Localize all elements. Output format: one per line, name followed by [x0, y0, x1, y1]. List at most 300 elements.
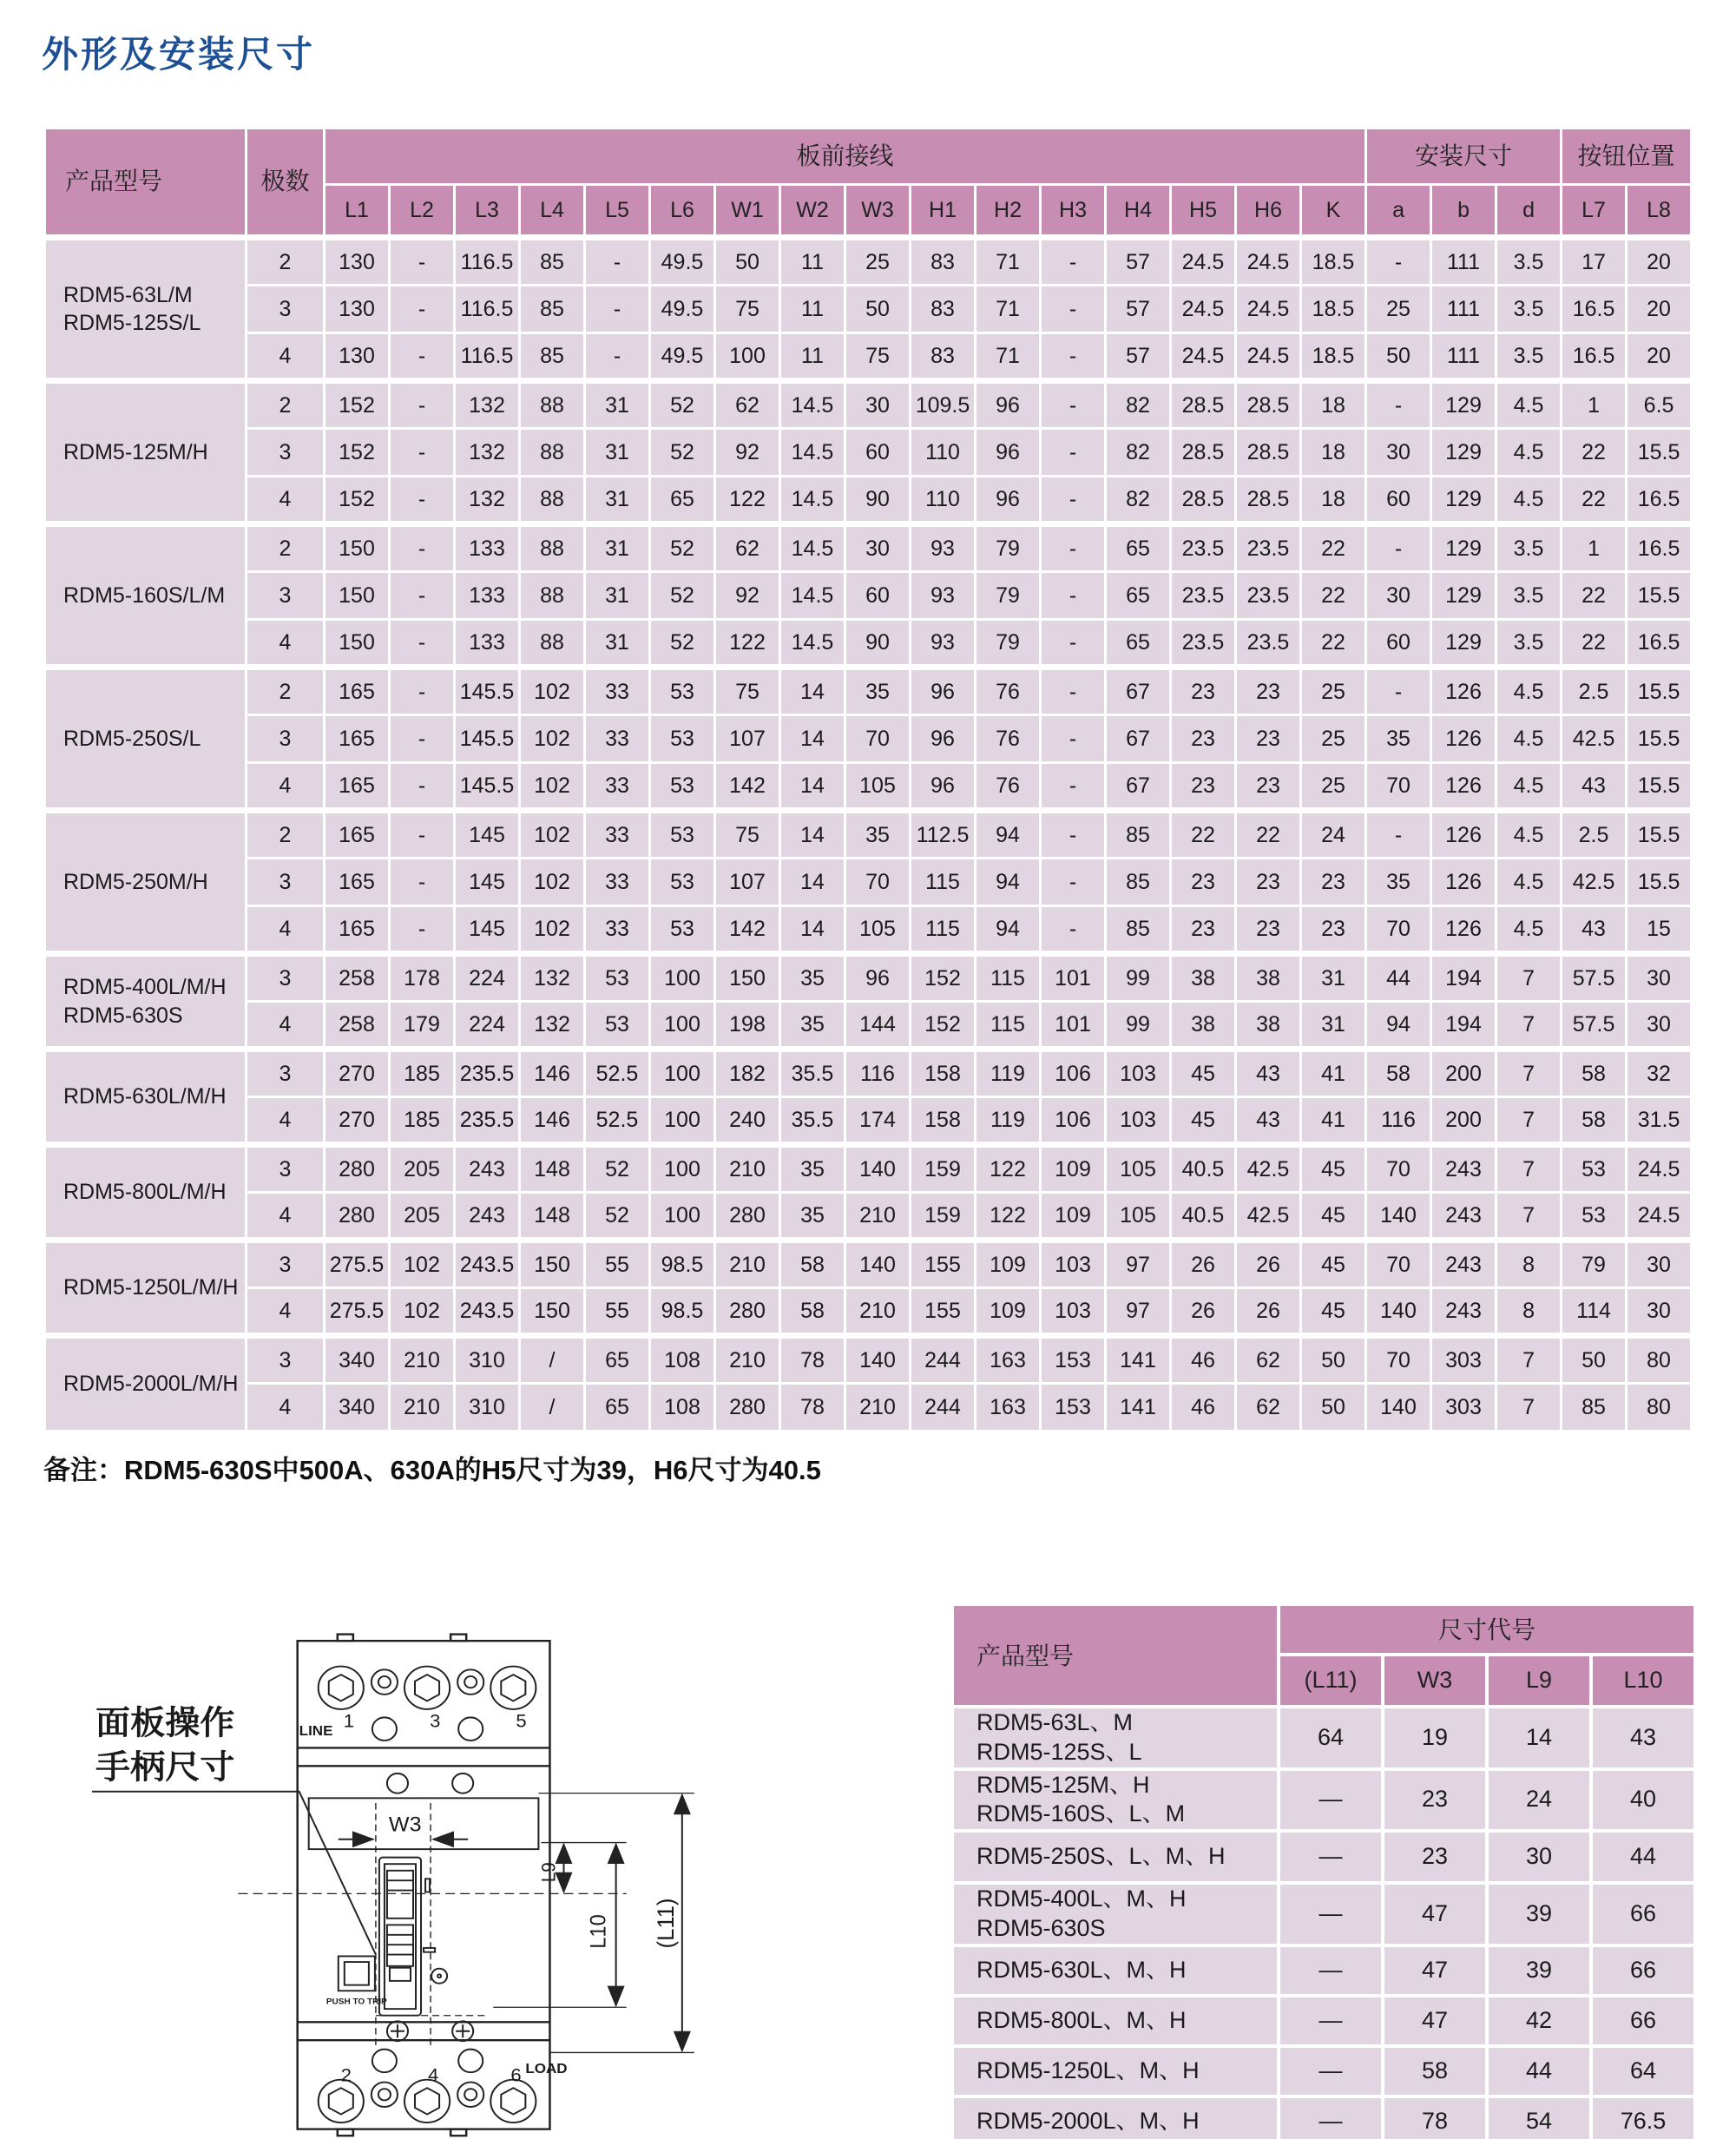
value-cell-L2: -	[390, 572, 455, 620]
value-cell-L6: 53	[650, 859, 715, 906]
terminal-2: 2	[340, 2065, 352, 2086]
value-cell-b: 129	[1431, 429, 1496, 477]
value-cell-L7: 58	[1562, 1050, 1627, 1097]
value-cell-H6: 24.5	[1236, 333, 1301, 381]
value-cell-W3: 35	[845, 811, 911, 859]
terminal-6: 6	[510, 2065, 522, 2086]
value-cell-K: 22	[1301, 620, 1366, 668]
value-cell-W3: 144	[845, 1002, 911, 1050]
value-cell-L1: 258	[325, 954, 390, 1002]
value-cell-H3: 109	[1041, 1145, 1106, 1193]
value-cell-L8: 15	[1627, 906, 1692, 954]
poles-cell: 2	[247, 381, 325, 429]
value-cell-W1: 62	[715, 524, 780, 572]
value-cell-W3: 116	[845, 1050, 911, 1097]
col-header-H6: H6	[1236, 185, 1301, 238]
value-cell-W1: 75	[715, 286, 780, 333]
value-cell-H4: 103	[1106, 1097, 1171, 1145]
value-cell-H2: 94	[976, 811, 1041, 859]
dim-value-cell-L10: 40	[1591, 1769, 1695, 1832]
value-cell-K: 24	[1301, 811, 1366, 859]
value-cell-L4: 102	[520, 763, 585, 811]
value-cell-H5: 45	[1171, 1097, 1236, 1145]
value-cell-a: 70	[1366, 1336, 1431, 1384]
dim-col-header-L9: L9	[1487, 1655, 1591, 1707]
value-cell-W3: 35	[845, 668, 911, 715]
value-cell-L6: 52	[650, 572, 715, 620]
value-cell-H4: 97	[1106, 1288, 1171, 1336]
value-cell-H4: 82	[1106, 477, 1171, 524]
value-cell-L6: 100	[650, 1097, 715, 1145]
value-cell-b: 129	[1431, 572, 1496, 620]
value-cell-H1: 110	[911, 429, 976, 477]
value-cell-W2: 58	[780, 1288, 845, 1336]
value-cell-W1: 75	[715, 668, 780, 715]
col-header-L6: L6	[650, 185, 715, 238]
value-cell-L6: 98.5	[650, 1241, 715, 1288]
value-cell-a: -	[1366, 381, 1431, 429]
value-cell-W1: 240	[715, 1097, 780, 1145]
value-cell-L7: 79	[1562, 1241, 1627, 1288]
value-cell-W1: 142	[715, 906, 780, 954]
value-cell-W3: 60	[845, 429, 911, 477]
value-cell-L3: 243.5	[455, 1241, 520, 1288]
main-table-row	[45, 1241, 1692, 1288]
value-cell-H4: 67	[1106, 715, 1171, 763]
value-cell-K: 45	[1301, 1241, 1366, 1288]
value-cell-K: 23	[1301, 906, 1366, 954]
dim-col-header-L11: (L11)	[1279, 1655, 1383, 1707]
value-cell-H6: 62	[1236, 1384, 1301, 1431]
value-cell-L6: 52	[650, 524, 715, 572]
dim-table-row	[952, 1883, 1695, 1945]
value-cell-H3: -	[1041, 906, 1106, 954]
value-cell-L6: 53	[650, 811, 715, 859]
value-cell-H4: 97	[1106, 1241, 1171, 1288]
col-header-L4: L4	[520, 185, 585, 238]
dim-l9-label: L9	[537, 1862, 560, 1883]
value-cell-L6: 52	[650, 429, 715, 477]
col-group-install: 安装尺寸	[1366, 128, 1562, 185]
terminal-5: 5	[516, 1711, 527, 1732]
dim-l11-label: (L11)	[652, 1898, 679, 1949]
value-cell-L5: 53	[585, 954, 650, 1002]
value-cell-L3: 145.5	[455, 668, 520, 715]
value-cell-H4: 82	[1106, 429, 1171, 477]
value-cell-H1: 158	[911, 1097, 976, 1145]
value-cell-b: 243	[1431, 1145, 1496, 1193]
value-cell-L4: 102	[520, 811, 585, 859]
value-cell-b: 126	[1431, 859, 1496, 906]
value-cell-L8: 16.5	[1627, 524, 1692, 572]
value-cell-L3: 310	[455, 1384, 520, 1431]
value-cell-d: 7	[1496, 954, 1562, 1002]
value-cell-H3: -	[1041, 477, 1106, 524]
value-cell-K: 45	[1301, 1145, 1366, 1193]
main-table-row	[45, 1145, 1692, 1193]
dim-model-cell: RDM5-63L、M RDM5-125S、L	[952, 1707, 1279, 1769]
value-cell-H2: 79	[976, 524, 1041, 572]
value-cell-a: 60	[1366, 620, 1431, 668]
value-cell-H5: 23.5	[1171, 620, 1236, 668]
value-cell-L7: 2.5	[1562, 811, 1627, 859]
value-cell-L8: 15.5	[1627, 811, 1692, 859]
push-to-trip-button	[339, 1956, 375, 1991]
poles-cell: 3	[247, 715, 325, 763]
value-cell-d: 4.5	[1496, 763, 1562, 811]
dim-value-cell-L11: —	[1279, 1831, 1383, 1883]
dim-value-cell-L10: 43	[1591, 1707, 1695, 1769]
value-cell-W2: 14.5	[780, 429, 845, 477]
value-cell-H5: 38	[1171, 1002, 1236, 1050]
value-cell-H6: 24.5	[1236, 286, 1301, 333]
value-cell-W3: 30	[845, 381, 911, 429]
value-cell-L2: 210	[390, 1384, 455, 1431]
value-cell-L4: 102	[520, 906, 585, 954]
push-to-trip-label: PUSH TO TRIP	[326, 1997, 387, 2007]
value-cell-W3: 70	[845, 715, 911, 763]
main-table-row	[45, 954, 1692, 1002]
value-cell-W1: 92	[715, 429, 780, 477]
poles-cell: 3	[247, 429, 325, 477]
dim-value-cell-L10: 44	[1591, 1831, 1695, 1883]
value-cell-L4: /	[520, 1384, 585, 1431]
value-cell-H6: 26	[1236, 1241, 1301, 1288]
poles-cell: 4	[247, 1193, 325, 1241]
value-cell-d: 3.5	[1496, 286, 1562, 333]
value-cell-H5: 40.5	[1171, 1145, 1236, 1193]
value-cell-L2: -	[390, 238, 455, 286]
main-table-row	[45, 333, 1692, 381]
value-cell-W2: 14	[780, 906, 845, 954]
value-cell-L5: 31	[585, 429, 650, 477]
value-cell-H6: 42.5	[1236, 1145, 1301, 1193]
main-table-row	[45, 668, 1692, 715]
value-cell-H5: 26	[1171, 1241, 1236, 1288]
value-cell-H5: 23	[1171, 763, 1236, 811]
dim-value-cell-W3: 58	[1383, 2046, 1487, 2096]
main-table-row	[45, 381, 1692, 429]
product-model-cell: RDM5-160S/L/M	[45, 524, 247, 668]
value-cell-H5: 24.5	[1171, 238, 1236, 286]
value-cell-L5: 31	[585, 572, 650, 620]
value-cell-L4: 150	[520, 1241, 585, 1288]
value-cell-H1: 109.5	[911, 381, 976, 429]
value-cell-H3: 101	[1041, 1002, 1106, 1050]
dim-value-cell-L9: 44	[1487, 2046, 1591, 2096]
value-cell-L2: -	[390, 429, 455, 477]
value-cell-a: 94	[1366, 1002, 1431, 1050]
value-cell-W2: 78	[780, 1384, 845, 1431]
product-model-cell: RDM5-400L/M/H RDM5-630S	[45, 954, 247, 1050]
dim-table-header-group-row	[952, 1604, 1695, 1655]
value-cell-H4: 103	[1106, 1050, 1171, 1097]
value-cell-a: -	[1366, 811, 1431, 859]
value-cell-K: 18.5	[1301, 333, 1366, 381]
value-cell-L3: 243	[455, 1193, 520, 1241]
value-cell-H6: 23.5	[1236, 620, 1301, 668]
value-cell-H6: 43	[1236, 1050, 1301, 1097]
value-cell-K: 23	[1301, 859, 1366, 906]
value-cell-W3: 105	[845, 906, 911, 954]
value-cell-L3: 132	[455, 477, 520, 524]
value-cell-H3: -	[1041, 763, 1106, 811]
value-cell-H2: 71	[976, 333, 1041, 381]
value-cell-b: 126	[1431, 763, 1496, 811]
value-cell-L8: 32	[1627, 1050, 1692, 1097]
value-cell-W3: 90	[845, 620, 911, 668]
dimension-code-table	[950, 1603, 1697, 2139]
main-table-row	[45, 811, 1692, 859]
value-cell-b: 111	[1431, 333, 1496, 381]
value-cell-L1: 258	[325, 1002, 390, 1050]
panel-label-line2: 手柄尺寸	[95, 1749, 235, 1787]
value-cell-K: 18.5	[1301, 286, 1366, 333]
dim-value-cell-L11: —	[1279, 1769, 1383, 1832]
value-cell-H3: 103	[1041, 1241, 1106, 1288]
value-cell-H6: 23	[1236, 715, 1301, 763]
product-model-cell: RDM5-125M/H	[45, 381, 247, 524]
value-cell-H5: 28.5	[1171, 381, 1236, 429]
value-cell-d: 7	[1496, 1384, 1562, 1431]
main-table-body	[45, 238, 1692, 1431]
value-cell-H3: -	[1041, 333, 1106, 381]
value-cell-L6: 49.5	[650, 286, 715, 333]
value-cell-W1: 122	[715, 620, 780, 668]
value-cell-L7: 17	[1562, 238, 1627, 286]
value-cell-H4: 57	[1106, 286, 1171, 333]
dim-model-cell: RDM5-125M、H RDM5-160S、L、M	[952, 1769, 1279, 1832]
value-cell-H4: 105	[1106, 1193, 1171, 1241]
value-cell-W2: 14.5	[780, 477, 845, 524]
value-cell-H3: -	[1041, 429, 1106, 477]
value-cell-H2: 71	[976, 238, 1041, 286]
value-cell-W2: 35	[780, 1145, 845, 1193]
value-cell-b: 303	[1431, 1336, 1496, 1384]
value-cell-b: 126	[1431, 668, 1496, 715]
dim-table-row	[952, 1996, 1695, 2046]
value-cell-L2: 102	[390, 1288, 455, 1336]
value-cell-L8: 80	[1627, 1336, 1692, 1384]
value-cell-W2: 14.5	[780, 572, 845, 620]
value-cell-W3: 30	[845, 524, 911, 572]
value-cell-d: 4.5	[1496, 715, 1562, 763]
value-cell-L5: 52.5	[585, 1050, 650, 1097]
col-header-a: a	[1366, 185, 1431, 238]
value-cell-L3: 145.5	[455, 763, 520, 811]
value-cell-H6: 23	[1236, 763, 1301, 811]
poles-cell: 3	[247, 954, 325, 1002]
value-cell-L8: 15.5	[1627, 668, 1692, 715]
panel-label-line1: 面板操作	[95, 1705, 235, 1742]
value-cell-a: 30	[1366, 429, 1431, 477]
value-cell-L5: 33	[585, 668, 650, 715]
terminal-1: 1	[343, 1711, 355, 1732]
poles-cell: 2	[247, 811, 325, 859]
value-cell-H1: 96	[911, 763, 976, 811]
poles-cell: 3	[247, 859, 325, 906]
value-cell-W3: 140	[845, 1241, 911, 1288]
value-cell-L1: 130	[325, 238, 390, 286]
value-cell-W3: 70	[845, 859, 911, 906]
main-table-row	[45, 1002, 1692, 1050]
poles-cell: 4	[247, 1384, 325, 1431]
value-cell-W3: 60	[845, 572, 911, 620]
value-cell-L8: 24.5	[1627, 1145, 1692, 1193]
value-cell-L5: 33	[585, 906, 650, 954]
poles-cell: 3	[247, 1336, 325, 1384]
value-cell-H2: 96	[976, 477, 1041, 524]
value-cell-L1: 165	[325, 763, 390, 811]
value-cell-L6: 52	[650, 620, 715, 668]
terminal-4: 4	[428, 2065, 439, 2086]
col-header-W3: W3	[845, 185, 911, 238]
value-cell-W1: 280	[715, 1384, 780, 1431]
dim-col-header-L10: L10	[1591, 1655, 1695, 1707]
value-cell-L8: 15.5	[1627, 429, 1692, 477]
value-cell-L7: 22	[1562, 620, 1627, 668]
dim-l10-label: L10	[587, 1914, 611, 1949]
line-label: LINE	[299, 1722, 333, 1740]
value-cell-H5: 45	[1171, 1050, 1236, 1097]
value-cell-W3: 210	[845, 1384, 911, 1431]
value-cell-H5: 24.5	[1171, 286, 1236, 333]
value-cell-L8: 6.5	[1627, 381, 1692, 429]
value-cell-L5: 55	[585, 1288, 650, 1336]
dim-table-row	[952, 1945, 1695, 1996]
value-cell-a: 35	[1366, 715, 1431, 763]
value-cell-L4: 88	[520, 429, 585, 477]
value-cell-H2: 96	[976, 381, 1041, 429]
load-terminals	[319, 2050, 536, 2123]
value-cell-a: 140	[1366, 1288, 1431, 1336]
dim-table-row	[952, 1707, 1695, 1769]
value-cell-K: 18	[1301, 477, 1366, 524]
value-cell-W1: 62	[715, 381, 780, 429]
dim-value-cell-W3: 78	[1383, 2096, 1487, 2139]
col-header-L3: L3	[455, 185, 520, 238]
value-cell-H1: 159	[911, 1145, 976, 1193]
value-cell-a: 116	[1366, 1097, 1431, 1145]
value-cell-d: 3.5	[1496, 333, 1562, 381]
poles-cell: 2	[247, 238, 325, 286]
value-cell-H5: 26	[1171, 1288, 1236, 1336]
value-cell-H1: 93	[911, 524, 976, 572]
value-cell-K: 22	[1301, 572, 1366, 620]
value-cell-H5: 28.5	[1171, 429, 1236, 477]
value-cell-K: 25	[1301, 715, 1366, 763]
value-cell-H6: 26	[1236, 1288, 1301, 1336]
value-cell-L3: 145	[455, 906, 520, 954]
value-cell-L6: 52	[650, 381, 715, 429]
value-cell-L5: 52	[585, 1193, 650, 1241]
value-cell-L2: -	[390, 333, 455, 381]
value-cell-L4: 148	[520, 1145, 585, 1193]
value-cell-d: 3.5	[1496, 572, 1562, 620]
value-cell-W1: 92	[715, 572, 780, 620]
value-cell-a: 70	[1366, 1145, 1431, 1193]
value-cell-H2: 94	[976, 906, 1041, 954]
value-cell-L1: 270	[325, 1097, 390, 1145]
value-cell-L3: 224	[455, 954, 520, 1002]
page-title: 外形及安装尺寸	[42, 34, 316, 75]
value-cell-H3: -	[1041, 238, 1106, 286]
value-cell-L7: 43	[1562, 906, 1627, 954]
value-cell-L6: 53	[650, 906, 715, 954]
poles-cell: 4	[247, 333, 325, 381]
product-model-cell: RDM5-250M/H	[45, 811, 247, 954]
value-cell-K: 31	[1301, 1002, 1366, 1050]
col-group-front-wiring: 板前接线	[325, 128, 1366, 185]
value-cell-W2: 78	[780, 1336, 845, 1384]
value-cell-H3: 106	[1041, 1050, 1106, 1097]
dim-value-cell-L11: —	[1279, 2096, 1383, 2139]
value-cell-L2: -	[390, 381, 455, 429]
value-cell-H6: 23.5	[1236, 524, 1301, 572]
value-cell-L4: 88	[520, 524, 585, 572]
value-cell-H4: 67	[1106, 668, 1171, 715]
poles-cell: 3	[247, 286, 325, 333]
value-cell-K: 22	[1301, 524, 1366, 572]
value-cell-L6: 98.5	[650, 1288, 715, 1336]
value-cell-L8: 30	[1627, 1241, 1692, 1288]
value-cell-L3: 116.5	[455, 286, 520, 333]
value-cell-L5: 33	[585, 715, 650, 763]
value-cell-L8: 16.5	[1627, 477, 1692, 524]
value-cell-L4: 148	[520, 1193, 585, 1241]
value-cell-H3: 109	[1041, 1193, 1106, 1241]
value-cell-b: 194	[1431, 954, 1496, 1002]
value-cell-L1: 340	[325, 1336, 390, 1384]
value-cell-d: 4.5	[1496, 381, 1562, 429]
value-cell-H1: 115	[911, 859, 976, 906]
value-cell-W2: 14	[780, 859, 845, 906]
value-cell-L4: 146	[520, 1050, 585, 1097]
dim-value-cell-W3: 47	[1383, 1996, 1487, 2046]
value-cell-L7: 58	[1562, 1097, 1627, 1145]
value-cell-H3: 153	[1041, 1336, 1106, 1384]
poles-cell: 4	[247, 1097, 325, 1145]
value-cell-L5: 33	[585, 859, 650, 906]
value-cell-L1: 152	[325, 477, 390, 524]
value-cell-W1: 182	[715, 1050, 780, 1097]
value-cell-b: 111	[1431, 286, 1496, 333]
value-cell-L3: 145	[455, 811, 520, 859]
value-cell-L3: 133	[455, 572, 520, 620]
value-cell-a: 50	[1366, 333, 1431, 381]
value-cell-L4: 132	[520, 954, 585, 1002]
value-cell-L6: 100	[650, 1002, 715, 1050]
value-cell-L3: 145	[455, 859, 520, 906]
value-cell-L5: 33	[585, 763, 650, 811]
value-cell-b: 126	[1431, 811, 1496, 859]
poles-cell: 4	[247, 1002, 325, 1050]
value-cell-H4: 85	[1106, 906, 1171, 954]
value-cell-L8: 31.5	[1627, 1097, 1692, 1145]
col-group-button-pos: 按钮位置	[1562, 128, 1692, 185]
value-cell-H2: 122	[976, 1193, 1041, 1241]
value-cell-W1: 198	[715, 1002, 780, 1050]
value-cell-b: 243	[1431, 1241, 1496, 1288]
value-cell-H2: 119	[976, 1050, 1041, 1097]
value-cell-H6: 62	[1236, 1336, 1301, 1384]
main-table-row	[45, 859, 1692, 906]
value-cell-L1: 150	[325, 524, 390, 572]
dim-value-cell-L9: 39	[1487, 1945, 1591, 1996]
value-cell-W2: 11	[780, 286, 845, 333]
value-cell-b: 243	[1431, 1288, 1496, 1336]
value-cell-a: 35	[1366, 859, 1431, 906]
